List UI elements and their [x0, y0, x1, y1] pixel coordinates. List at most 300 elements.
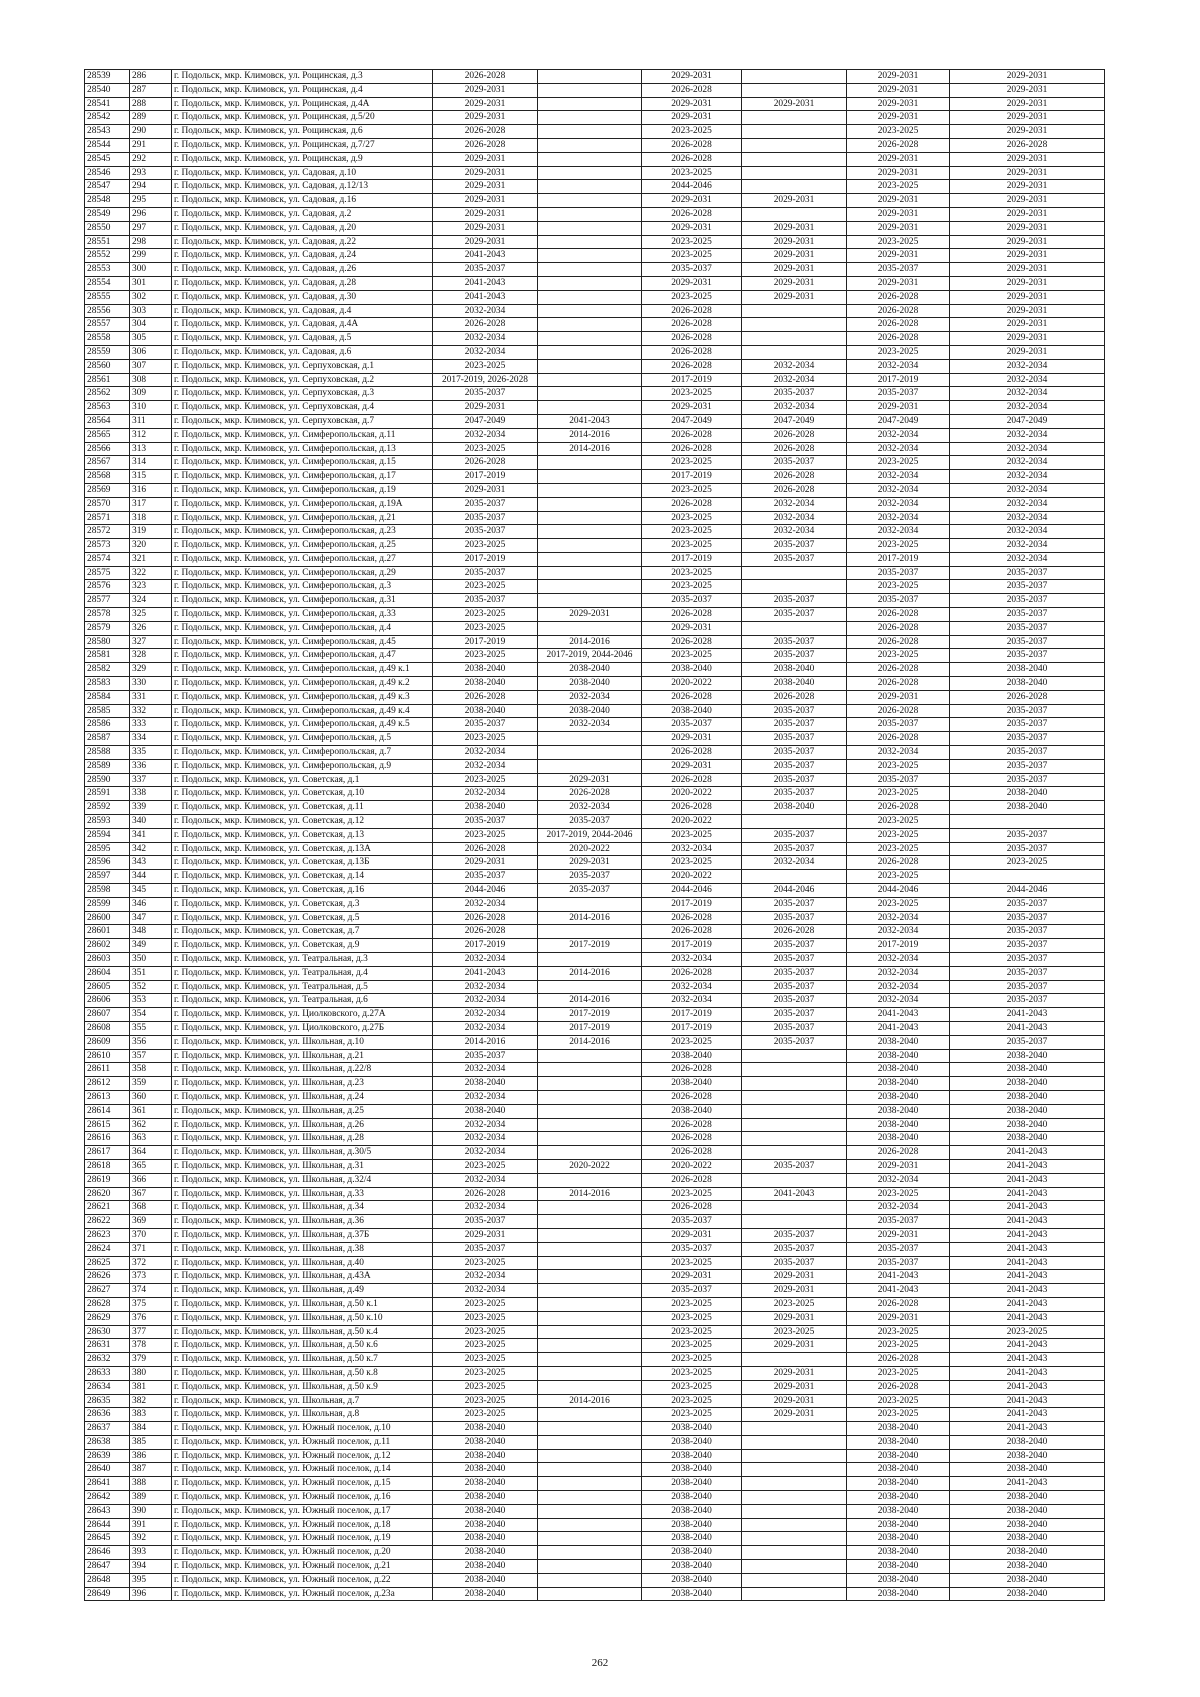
period-cell-4: 2035-2037: [742, 539, 847, 553]
period-cell-1: 2038-2040: [433, 1546, 538, 1560]
period-cell-4: [742, 1463, 847, 1477]
period-cell-3: 2023-2025: [642, 828, 742, 842]
period-cell-2: [538, 525, 642, 539]
period-cell-2: [538, 897, 642, 911]
table-row: [85, 911, 1105, 925]
row-id-cell: 28573: [85, 539, 130, 553]
table-row: [85, 1325, 1105, 1339]
row-number-cell: 310: [130, 401, 172, 415]
period-cell-1: 2035-2037: [433, 511, 538, 525]
schedule-table: [84, 69, 1105, 1601]
row-number-cell: 298: [130, 235, 172, 249]
row-number-cell: 390: [130, 1504, 172, 1518]
period-cell-3: 2023-2025: [642, 1187, 742, 1201]
row-number-cell: 388: [130, 1477, 172, 1491]
period-cell-1: 2032-2034: [433, 1021, 538, 1035]
table-row: [85, 1532, 1105, 1546]
period-cell-2: [538, 566, 642, 580]
period-cell-3: 2023-2025: [642, 649, 742, 663]
period-cell-5: 2029-2031: [847, 152, 950, 166]
period-cell-1: 2023-2025: [433, 621, 538, 635]
period-cell-3: 2023-2025: [642, 539, 742, 553]
row-id-cell: 28542: [85, 111, 130, 125]
row-number-cell: 346: [130, 897, 172, 911]
period-cell-6: 2041-2043: [950, 1477, 1105, 1491]
period-cell-6: 2041-2043: [950, 1146, 1105, 1160]
row-id-cell: 28616: [85, 1132, 130, 1146]
period-cell-1: 2026-2028: [433, 138, 538, 152]
period-cell-5: 2032-2034: [847, 1173, 950, 1187]
period-cell-1: 2035-2037: [433, 594, 538, 608]
period-cell-5: 2026-2028: [847, 608, 950, 622]
row-id-cell: 28541: [85, 97, 130, 111]
table-row: [85, 180, 1105, 194]
address-cell: г. Подольск, мкр. Климовск, ул. Садовая, д.5: [172, 332, 433, 346]
address-cell: г. Подольск, мкр. Климовск, ул. Школьная, д.8: [172, 1408, 433, 1422]
period-cell-3: 2023-2025: [642, 166, 742, 180]
period-cell-5: 2029-2031: [847, 276, 950, 290]
period-cell-5: 2023-2025: [847, 870, 950, 884]
table-row: [85, 1021, 1105, 1035]
period-cell-5: 2023-2025: [847, 1366, 950, 1380]
period-cell-6: 2038-2040: [950, 1049, 1105, 1063]
table-row: [85, 1297, 1105, 1311]
table-row: [85, 759, 1105, 773]
row-id-cell: 28633: [85, 1366, 130, 1380]
row-number-cell: 342: [130, 842, 172, 856]
table-row: [85, 690, 1105, 704]
period-cell-2: 2038-2040: [538, 663, 642, 677]
address-cell: г. Подольск, мкр. Климовск, ул. Южный поселок, д.11: [172, 1435, 433, 1449]
row-number-cell: 391: [130, 1518, 172, 1532]
table-row: [85, 677, 1105, 691]
period-cell-5: 2041-2043: [847, 1270, 950, 1284]
period-cell-2: [538, 1228, 642, 1242]
period-cell-2: [538, 97, 642, 111]
row-id-cell: 28564: [85, 414, 130, 428]
table-row: [85, 345, 1105, 359]
row-number-cell: 375: [130, 1297, 172, 1311]
row-id-cell: 28550: [85, 221, 130, 235]
period-cell-1: 2035-2037: [433, 815, 538, 829]
period-cell-1: 2029-2031: [433, 1228, 538, 1242]
period-cell-6: 2035-2037: [950, 635, 1105, 649]
period-cell-3: 2017-2019: [642, 1021, 742, 1035]
address-cell: г. Подольск, мкр. Климовск, ул. Школьная, д.50 к.9: [172, 1380, 433, 1394]
row-number-cell: 296: [130, 207, 172, 221]
period-cell-3: 2026-2028: [642, 773, 742, 787]
address-cell: г. Подольск, мкр. Климовск, ул. Симферопольская, д.27: [172, 552, 433, 566]
period-cell-5: 2032-2034: [847, 1201, 950, 1215]
period-cell-5: 2026-2028: [847, 635, 950, 649]
period-cell-5: 2038-2040: [847, 1104, 950, 1118]
period-cell-1: 2041-2043: [433, 966, 538, 980]
period-cell-6: 2035-2037: [950, 608, 1105, 622]
period-cell-2: [538, 1546, 642, 1560]
row-number-cell: 297: [130, 221, 172, 235]
row-id-cell: 28621: [85, 1201, 130, 1215]
period-cell-1: 2032-2034: [433, 1008, 538, 1022]
period-cell-6: 2029-2031: [950, 125, 1105, 139]
period-cell-5: 2017-2019: [847, 939, 950, 953]
period-cell-5: 2038-2040: [847, 1422, 950, 1436]
row-id-cell: 28569: [85, 483, 130, 497]
period-cell-6: 2038-2040: [950, 1504, 1105, 1518]
period-cell-2: 2017-2019: [538, 939, 642, 953]
period-cell-5: 2029-2031: [847, 690, 950, 704]
table-row: [85, 566, 1105, 580]
period-cell-2: 2020-2022: [538, 842, 642, 856]
period-cell-1: 2023-2025: [433, 732, 538, 746]
table-row: [85, 856, 1105, 870]
period-cell-4: 2035-2037: [742, 1008, 847, 1022]
period-cell-3: 2044-2046: [642, 884, 742, 898]
address-cell: г. Подольск, мкр. Климовск, ул. Садовая, д.16: [172, 194, 433, 208]
period-cell-2: [538, 1090, 642, 1104]
period-cell-5: 2029-2031: [847, 401, 950, 415]
period-cell-5: 2035-2037: [847, 566, 950, 580]
period-cell-2: [538, 1215, 642, 1229]
address-cell: г. Подольск, мкр. Климовск, ул. Садовая, д.4: [172, 304, 433, 318]
row-number-cell: 350: [130, 953, 172, 967]
table-row: [85, 1504, 1105, 1518]
period-cell-6: 2032-2034: [950, 497, 1105, 511]
period-cell-5: 2023-2025: [847, 180, 950, 194]
period-cell-6: 2041-2043: [950, 1256, 1105, 1270]
period-cell-6: [950, 815, 1105, 829]
table-row: [85, 539, 1105, 553]
period-cell-3: 2023-2025: [642, 580, 742, 594]
period-cell-6: 2041-2043: [950, 1187, 1105, 1201]
period-cell-6: 2029-2031: [950, 111, 1105, 125]
period-cell-3: 2023-2025: [642, 1366, 742, 1380]
period-cell-3: 2026-2028: [642, 359, 742, 373]
address-cell: г. Подольск, мкр. Климовск, ул. Симферопольская, д.15: [172, 456, 433, 470]
row-number-cell: 304: [130, 318, 172, 332]
period-cell-1: 2029-2031: [433, 97, 538, 111]
period-cell-6: 2032-2034: [950, 428, 1105, 442]
row-number-cell: 295: [130, 194, 172, 208]
period-cell-4: 2035-2037: [742, 1242, 847, 1256]
address-cell: г. Подольск, мкр. Климовск, ул. Школьная, д.38: [172, 1242, 433, 1256]
period-cell-3: 2032-2034: [642, 994, 742, 1008]
table-row: [85, 1546, 1105, 1560]
period-cell-2: [538, 1477, 642, 1491]
table-row: [85, 1159, 1105, 1173]
address-cell: г. Подольск, мкр. Климовск, ул. Симферопольская, д.49 к.3: [172, 690, 433, 704]
period-cell-1: 2038-2040: [433, 1587, 538, 1601]
period-cell-1: 2032-2034: [433, 1173, 538, 1187]
period-cell-4: [742, 580, 847, 594]
row-number-cell: 377: [130, 1325, 172, 1339]
period-cell-5: 2044-2046: [847, 884, 950, 898]
period-cell-4: 2032-2034: [742, 511, 847, 525]
row-number-cell: 353: [130, 994, 172, 1008]
period-cell-3: 2026-2028: [642, 442, 742, 456]
address-cell: г. Подольск, мкр. Климовск, ул. Советская, д.13: [172, 828, 433, 842]
period-cell-2: [538, 732, 642, 746]
address-cell: г. Подольск, мкр. Климовск, ул. Советская, д.9: [172, 939, 433, 953]
period-cell-3: 2038-2040: [642, 1532, 742, 1546]
period-cell-1: 2032-2034: [433, 1090, 538, 1104]
period-cell-2: [538, 166, 642, 180]
period-cell-5: 2023-2025: [847, 787, 950, 801]
address-cell: г. Подольск, мкр. Климовск, ул. Рощинская, д.5/20: [172, 111, 433, 125]
period-cell-4: [742, 1215, 847, 1229]
period-cell-4: 2035-2037: [742, 456, 847, 470]
address-cell: г. Подольск, мкр. Климовск, ул. Садовая, д.12/13: [172, 180, 433, 194]
address-cell: г. Подольск, мкр. Климовск, ул. Южный поселок, д.16: [172, 1491, 433, 1505]
period-cell-1: 2032-2034: [433, 332, 538, 346]
period-cell-6: 2038-2040: [950, 801, 1105, 815]
period-cell-3: 2026-2028: [642, 690, 742, 704]
period-cell-4: 2035-2037: [742, 649, 847, 663]
table-row: [85, 221, 1105, 235]
row-number-cell: 361: [130, 1104, 172, 1118]
table-row: [85, 428, 1105, 442]
period-cell-3: 2029-2031: [642, 621, 742, 635]
address-cell: г. Подольск, мкр. Климовск, ул. Южный поселок, д.17: [172, 1504, 433, 1518]
table-row: [85, 442, 1105, 456]
address-cell: г. Подольск, мкр. Климовск, ул. Симферопольская, д.19: [172, 483, 433, 497]
period-cell-2: [538, 263, 642, 277]
row-number-cell: 394: [130, 1560, 172, 1574]
period-cell-4: 2026-2028: [742, 690, 847, 704]
period-cell-3: 2029-2031: [642, 759, 742, 773]
table-row: [85, 1146, 1105, 1160]
period-cell-6: 2038-2040: [950, 1063, 1105, 1077]
address-cell: г. Подольск, мкр. Климовск, ул. Южный поселок, д.20: [172, 1546, 433, 1560]
table-row: [85, 125, 1105, 139]
period-cell-3: 2035-2037: [642, 1242, 742, 1256]
row-number-cell: 331: [130, 690, 172, 704]
address-cell: г. Подольск, мкр. Климовск, ул. Школьная, д.24: [172, 1090, 433, 1104]
address-cell: г. Подольск, мкр. Климовск, ул. Советская, д.1: [172, 773, 433, 787]
address-cell: г. Подольск, мкр. Климовск, ул. Школьная, д.23: [172, 1077, 433, 1091]
period-cell-6: 2041-2043: [950, 1366, 1105, 1380]
period-cell-4: 2038-2040: [742, 663, 847, 677]
period-cell-6: 2035-2037: [950, 621, 1105, 635]
period-cell-6: 2041-2043: [950, 1242, 1105, 1256]
row-number-cell: 320: [130, 539, 172, 553]
period-cell-6: 2041-2043: [950, 1173, 1105, 1187]
period-cell-1: 2038-2040: [433, 1504, 538, 1518]
table-row: [85, 414, 1105, 428]
period-cell-1: 2032-2034: [433, 994, 538, 1008]
row-id-cell: 28601: [85, 925, 130, 939]
period-cell-4: [742, 1504, 847, 1518]
row-id-cell: 28544: [85, 138, 130, 152]
period-cell-4: 2029-2031: [742, 1270, 847, 1284]
period-cell-2: [538, 290, 642, 304]
row-id-cell: 28581: [85, 649, 130, 663]
row-number-cell: 294: [130, 180, 172, 194]
period-cell-1: 2026-2028: [433, 690, 538, 704]
period-cell-1: 2026-2028: [433, 1187, 538, 1201]
address-cell: г. Подольск, мкр. Климовск, ул. Советская, д.3: [172, 897, 433, 911]
row-number-cell: 339: [130, 801, 172, 815]
address-cell: г. Подольск, мкр. Климовск, ул. Симферопольская, д.3: [172, 580, 433, 594]
row-id-cell: 28586: [85, 718, 130, 732]
period-cell-5: 2023-2025: [847, 1187, 950, 1201]
period-cell-6: 2041-2043: [950, 1201, 1105, 1215]
period-cell-6: 2029-2031: [950, 97, 1105, 111]
period-cell-6: 2035-2037: [950, 746, 1105, 760]
period-cell-5: 2032-2034: [847, 442, 950, 456]
row-number-cell: 319: [130, 525, 172, 539]
period-cell-6: 2038-2040: [950, 1435, 1105, 1449]
period-cell-2: [538, 1297, 642, 1311]
period-cell-3: 2035-2037: [642, 1215, 742, 1229]
period-cell-4: [742, 1477, 847, 1491]
period-cell-2: [538, 1491, 642, 1505]
period-cell-6: 2041-2043: [950, 1159, 1105, 1173]
table-row: [85, 1173, 1105, 1187]
period-cell-5: 2032-2034: [847, 428, 950, 442]
period-cell-2: [538, 1422, 642, 1436]
period-cell-3: 2032-2034: [642, 842, 742, 856]
period-cell-2: [538, 180, 642, 194]
period-cell-6: 2029-2031: [950, 180, 1105, 194]
row-id-cell: 28598: [85, 884, 130, 898]
row-number-cell: 316: [130, 483, 172, 497]
address-cell: г. Подольск, мкр. Климовск, ул. Школьная, д.28: [172, 1132, 433, 1146]
period-cell-2: [538, 580, 642, 594]
row-number-cell: 360: [130, 1090, 172, 1104]
table-row: [85, 746, 1105, 760]
address-cell: г. Подольск, мкр. Климовск, ул. Серпуховская, д.1: [172, 359, 433, 373]
row-number-cell: 307: [130, 359, 172, 373]
period-cell-4: 2035-2037: [742, 594, 847, 608]
period-cell-3: 2038-2040: [642, 1077, 742, 1091]
period-cell-6: 2047-2049: [950, 414, 1105, 428]
period-cell-4: 2029-2031: [742, 1311, 847, 1325]
table-row: [85, 1380, 1105, 1394]
row-id-cell: 28624: [85, 1242, 130, 1256]
table-row: [85, 994, 1105, 1008]
address-cell: г. Подольск, мкр. Климовск, ул. Садовая, д.22: [172, 235, 433, 249]
row-number-cell: 289: [130, 111, 172, 125]
row-number-cell: 366: [130, 1173, 172, 1187]
period-cell-1: 2023-2025: [433, 359, 538, 373]
address-cell: г. Подольск, мкр. Климовск, ул. Рощинская, д.3: [172, 70, 433, 84]
row-number-cell: 370: [130, 1228, 172, 1242]
row-id-cell: 28619: [85, 1173, 130, 1187]
row-number-cell: 347: [130, 911, 172, 925]
period-cell-6: 2035-2037: [950, 911, 1105, 925]
period-cell-4: [742, 1049, 847, 1063]
period-cell-3: 2023-2025: [642, 856, 742, 870]
table-row: [85, 884, 1105, 898]
table-row: [85, 1573, 1105, 1587]
period-cell-3: 2023-2025: [642, 1394, 742, 1408]
period-cell-5: 2032-2034: [847, 483, 950, 497]
address-cell: г. Подольск, мкр. Климовск, ул. Школьная, д.50 к.1: [172, 1297, 433, 1311]
table-row: [85, 663, 1105, 677]
period-cell-4: 2035-2037: [742, 1021, 847, 1035]
row-number-cell: 349: [130, 939, 172, 953]
period-cell-2: [538, 249, 642, 263]
period-cell-4: [742, 1449, 847, 1463]
period-cell-5: 2038-2040: [847, 1518, 950, 1532]
table-row: [85, 870, 1105, 884]
row-number-cell: 335: [130, 746, 172, 760]
row-id-cell: 28626: [85, 1270, 130, 1284]
row-id-cell: 28631: [85, 1339, 130, 1353]
period-cell-5: 2032-2034: [847, 511, 950, 525]
period-cell-3: 2026-2028: [642, 911, 742, 925]
table-row: [85, 1104, 1105, 1118]
row-number-cell: 367: [130, 1187, 172, 1201]
period-cell-2: [538, 1560, 642, 1574]
period-cell-2: [538, 1242, 642, 1256]
period-cell-2: [538, 1573, 642, 1587]
period-cell-4: 2035-2037: [742, 746, 847, 760]
period-cell-3: 2038-2040: [642, 1546, 742, 1560]
period-cell-5: 2029-2031: [847, 1228, 950, 1242]
period-cell-2: [538, 1353, 642, 1367]
address-cell: г. Подольск, мкр. Климовск, ул. Симферопольская, д.45: [172, 635, 433, 649]
period-cell-4: [742, 1104, 847, 1118]
period-cell-5: 2032-2034: [847, 966, 950, 980]
period-cell-6: 2038-2040: [950, 1118, 1105, 1132]
period-cell-3: 2032-2034: [642, 980, 742, 994]
row-number-cell: 362: [130, 1118, 172, 1132]
period-cell-1: 2017-2019: [433, 939, 538, 953]
period-cell-6: 2029-2031: [950, 263, 1105, 277]
table-row: [85, 483, 1105, 497]
period-cell-5: 2017-2019: [847, 373, 950, 387]
period-cell-6: 2035-2037: [950, 649, 1105, 663]
row-number-cell: 330: [130, 677, 172, 691]
address-cell: г. Подольск, мкр. Климовск, ул. Школьная, д.21: [172, 1049, 433, 1063]
period-cell-6: 2041-2043: [950, 1339, 1105, 1353]
period-cell-6: 2041-2043: [950, 1422, 1105, 1436]
period-cell-6: 2041-2043: [950, 1353, 1105, 1367]
period-cell-6: 2041-2043: [950, 1394, 1105, 1408]
row-id-cell: 28620: [85, 1187, 130, 1201]
period-cell-1: 2035-2037: [433, 387, 538, 401]
period-cell-1: 2029-2031: [433, 207, 538, 221]
period-cell-6: 2035-2037: [950, 773, 1105, 787]
period-cell-1: 2032-2034: [433, 1063, 538, 1077]
period-cell-2: [538, 125, 642, 139]
period-cell-3: 2026-2028: [642, 746, 742, 760]
period-cell-2: [538, 511, 642, 525]
row-id-cell: 28590: [85, 773, 130, 787]
address-cell: г. Подольск, мкр. Климовск, ул. Театральная, д.5: [172, 980, 433, 994]
table-row: [85, 1215, 1105, 1229]
period-cell-6: 2041-2043: [950, 1311, 1105, 1325]
period-cell-1: 2023-2025: [433, 1380, 538, 1394]
period-cell-5: 2023-2025: [847, 1339, 950, 1353]
row-number-cell: 365: [130, 1159, 172, 1173]
period-cell-5: 2032-2034: [847, 925, 950, 939]
row-number-cell: 393: [130, 1546, 172, 1560]
table-row: [85, 1035, 1105, 1049]
period-cell-5: 2023-2025: [847, 235, 950, 249]
period-cell-4: [742, 1077, 847, 1091]
period-cell-2: [538, 980, 642, 994]
period-cell-3: 2023-2025: [642, 249, 742, 263]
period-cell-5: 2029-2031: [847, 221, 950, 235]
address-cell: г. Подольск, мкр. Климовск, ул. Рощинская, д.9: [172, 152, 433, 166]
row-id-cell: 28627: [85, 1284, 130, 1298]
address-cell: г. Подольск, мкр. Климовск, ул. Южный поселок, д.23а: [172, 1587, 433, 1601]
period-cell-2: [538, 1077, 642, 1091]
period-cell-5: 2023-2025: [847, 1325, 950, 1339]
row-number-cell: 338: [130, 787, 172, 801]
